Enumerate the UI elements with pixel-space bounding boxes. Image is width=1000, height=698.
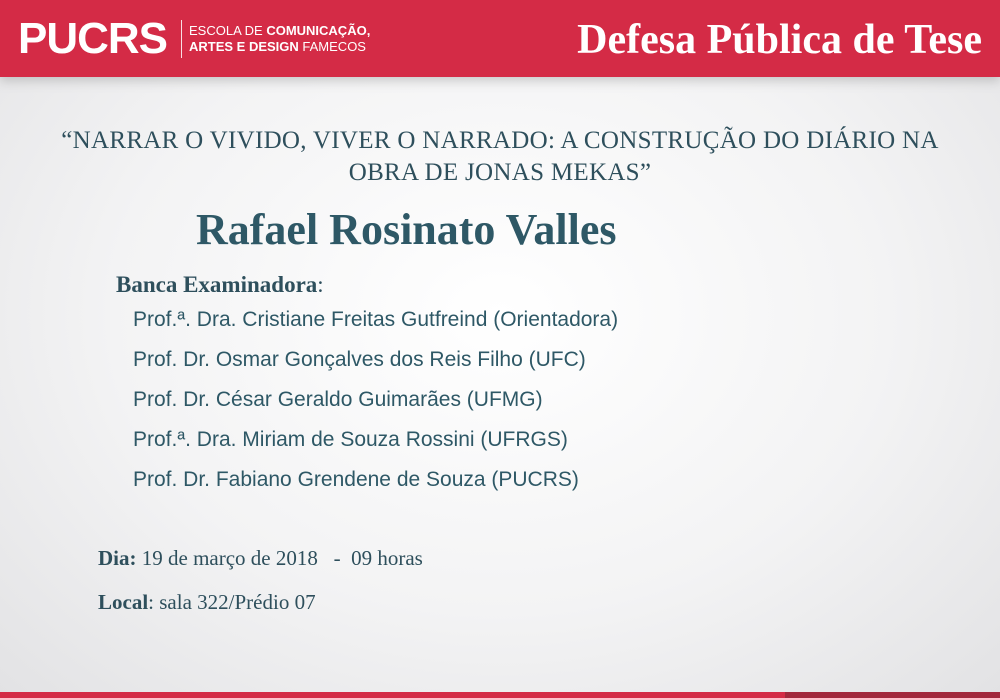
logo-divider — [181, 20, 182, 58]
header-bar — [0, 0, 1000, 77]
thesis-title: “NARRAR O VIVIDO, VIVER O NARRADO: A CONSTRUÇÃO DO DIÁRIO NA OBRA DE JONAS MEKAS” — [61, 127, 939, 186]
location-label: Local — [98, 590, 149, 614]
banca-member: Prof.ª. Dra. Cristiane Freitas Gutfreind (Orientadora) — [133, 308, 619, 331]
banca-member: Prof. Dr. Fabiano Grendene de Souza (PUCRS) — [133, 468, 579, 491]
school-line2-bold: ARTES E DESIGN — [189, 39, 299, 54]
school-name — [189, 23, 370, 55]
banca-member: Prof.ª. Dra. Miriam de Souza Rossini (UFRGS) — [133, 428, 568, 451]
banca-heading-label: Banca Examinadora — [116, 272, 318, 297]
location-line — [98, 588, 316, 616]
candidate-name: Rafael Rosinato Valles — [196, 205, 617, 254]
date-label: Dia: — [98, 546, 137, 570]
banca-members-list — [133, 305, 618, 505]
banca-member: Prof. Dr. César Geraldo Guimarães (UFMG) — [133, 388, 543, 411]
school-name-line-2 — [189, 39, 370, 55]
date-line — [98, 544, 423, 572]
page-title: Defesa Pública de Tese — [577, 17, 982, 63]
pucrs-logo: PUCRS — [18, 14, 168, 63]
school-name-line-1 — [189, 23, 370, 39]
banca-heading-colon: : — [317, 272, 324, 297]
school-line2-plain: FAMECOS — [298, 39, 366, 54]
location-value: : sala 322/Prédio 07 — [148, 590, 316, 614]
school-line1-bold: COMUNICAÇÃO, — [266, 23, 371, 38]
banca-heading — [116, 270, 324, 300]
footer-stripe — [0, 692, 785, 698]
school-line1-plain: ESCOLA DE — [189, 23, 267, 38]
banca-member: Prof. Dr. Osmar Gonçalves dos Reis Filho (UFC) — [133, 348, 586, 371]
footer-stripe-accent — [785, 692, 1000, 698]
date-value: 19 de março de 2018 - 09 horas — [136, 546, 423, 570]
